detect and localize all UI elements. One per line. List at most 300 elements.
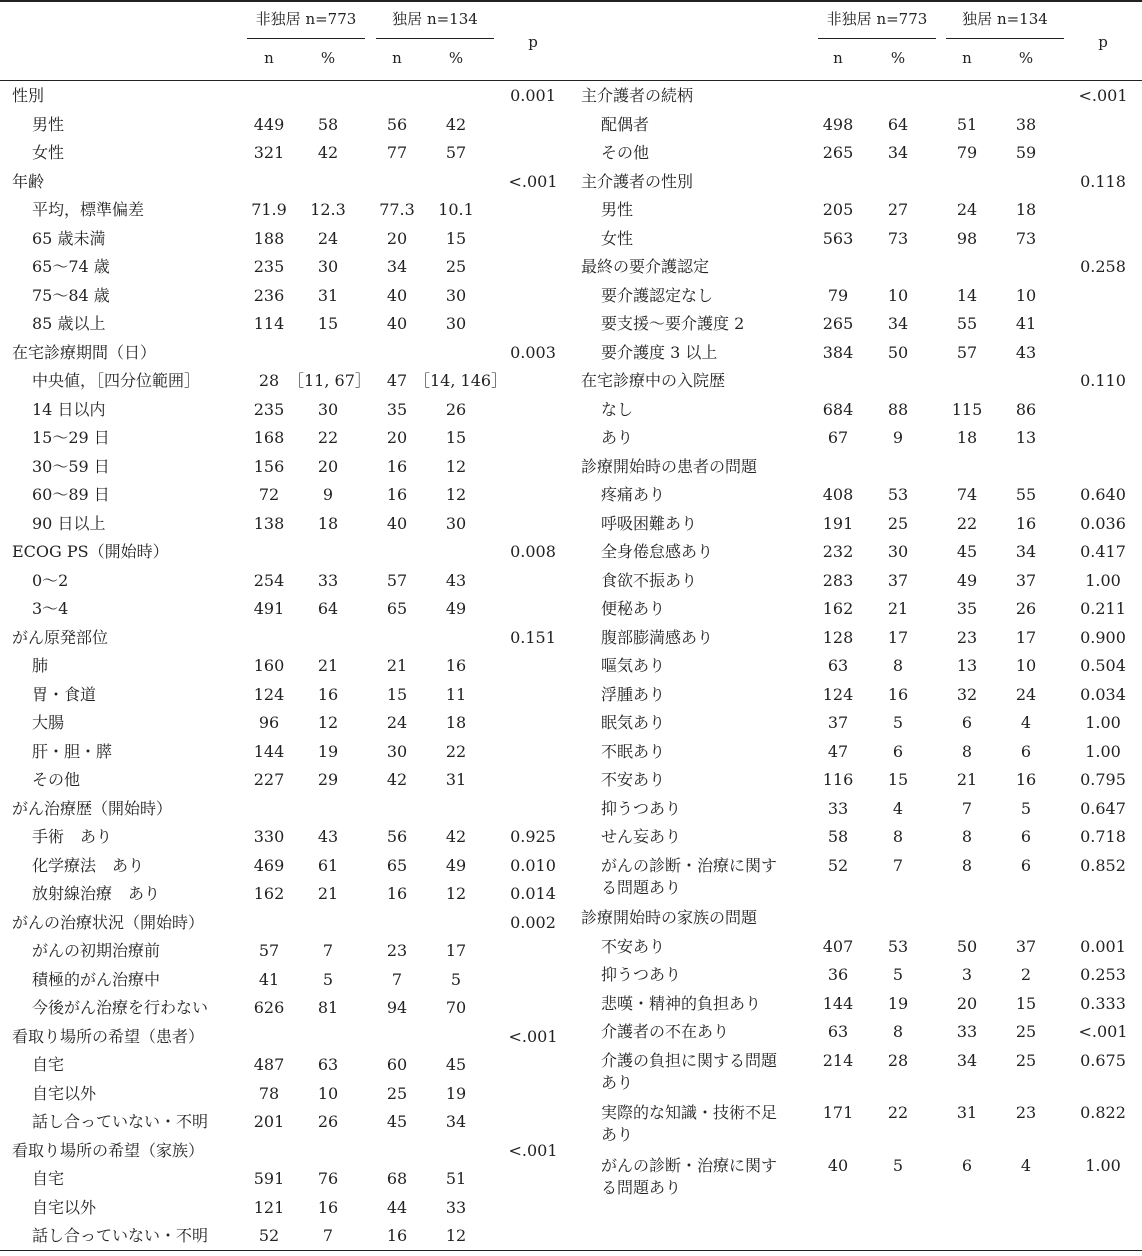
right-row-p-value: 0.647 — [1080, 798, 1126, 818]
left-row-n-nonsolo: 71.9 — [251, 200, 287, 219]
left-row-n-nonsolo: 124 — [253, 684, 285, 704]
left-row-n-nonsolo: 168 — [253, 428, 285, 447]
left-row-pct-nonsolo: 31 — [317, 285, 339, 305]
right-header-pct1: % — [890, 49, 906, 67]
right-row-n-nonsolo: 265 — [822, 314, 854, 333]
left-row-n-nonsolo: 144 — [253, 741, 285, 761]
left-row-pct-solo: 70 — [445, 998, 467, 1017]
left-row-pct-nonsolo: 20 — [317, 456, 339, 476]
left-row-pct-nonsolo: 24 — [317, 228, 339, 248]
left-row-label: 自宅 — [32, 1055, 65, 1074]
right-header-n1: n — [833, 49, 843, 67]
left-row-pct-solo: 49 — [445, 855, 467, 875]
left-row-label: その他 — [32, 770, 81, 789]
right-row-n-solo: 57 — [956, 342, 978, 362]
left-row-n-nonsolo: 449 — [253, 114, 285, 134]
right-row-n-nonsolo: 58 — [827, 827, 849, 846]
right-row-pct-nonsolo: 27 — [887, 200, 909, 219]
left-row-pct-nonsolo: 19 — [317, 741, 339, 761]
header-rule — [0, 80, 1142, 81]
left-header-solo: 独居 n=134 — [392, 10, 478, 28]
left-row-label: 90 日以上 — [32, 513, 106, 533]
right-row-n-nonsolo: 63 — [827, 656, 849, 675]
left-row-label: 話し合っていない・不明 — [32, 1226, 209, 1245]
left-row-n-solo: 35 — [386, 399, 408, 419]
right-row-pct-nonsolo: 10 — [887, 285, 909, 305]
right-header-solo: 独居 n=134 — [962, 10, 1048, 28]
right-row-pct-solo: 41 — [1015, 314, 1037, 333]
left-row-label: 15～29 日 — [32, 428, 110, 447]
right-row-label: 要支援～要介護度 2 — [601, 314, 745, 333]
left-row-n-solo: 60 — [386, 1055, 408, 1074]
left-row-label: 胃・食道 — [32, 684, 97, 704]
right-row-pct-solo: 17 — [1015, 627, 1037, 647]
right-row-n-nonsolo: 265 — [822, 143, 854, 162]
left-row-n-solo: 25 — [386, 1083, 408, 1103]
left-row-n-nonsolo: 72 — [258, 485, 280, 504]
left-row-p-value: 0.925 — [510, 827, 556, 846]
right-row-label: 要介護認定なし — [601, 285, 714, 305]
right-row-label: 不安あり — [601, 936, 666, 956]
left-row-pct-nonsolo: 58 — [317, 114, 339, 134]
right-row-n-nonsolo: 128 — [822, 627, 854, 647]
right-row-n-solo: 74 — [956, 485, 978, 504]
right-row-label: 最終の要介護認定 — [581, 257, 710, 276]
right-row-label: がんの診断・治療に関す — [601, 1156, 778, 1176]
left-row-n-nonsolo: 138 — [253, 513, 285, 533]
bottom-rule — [0, 1250, 1142, 1251]
left-row-pct-nonsolo: 76 — [317, 1169, 339, 1188]
right-row-n-solo: 45 — [956, 542, 978, 561]
left-row-n-nonsolo: 114 — [253, 314, 285, 333]
right-row-pct-solo: 26 — [1015, 599, 1037, 618]
left-row-n-solo: 65 — [386, 855, 408, 875]
left-row-pct-solo: 57 — [445, 143, 467, 162]
right-row-n-solo: 23 — [956, 627, 978, 647]
left-row-n-nonsolo: 591 — [253, 1169, 285, 1188]
right-row-n-nonsolo: 283 — [822, 570, 854, 590]
right-row-label: 浮腫あり — [601, 684, 666, 704]
left-row-label: 平均，標準偏差 — [32, 200, 145, 219]
right-row-n-solo: 8 — [961, 855, 973, 875]
left-row-n-solo: 56 — [386, 114, 408, 134]
right-row-label: がんの診断・治療に関す — [601, 855, 778, 875]
left-row-label: ECOG PS（開始時） — [12, 542, 169, 561]
right-row-n-nonsolo: 214 — [822, 1050, 854, 1070]
left-row-label: 中央値，［四分位範囲］ — [32, 371, 201, 390]
right-header-p: p — [1098, 33, 1108, 51]
right-row-pct-nonsolo: 53 — [887, 485, 909, 504]
right-row-pct-nonsolo: 5 — [892, 965, 904, 985]
right-row-n-nonsolo: 162 — [822, 599, 854, 618]
right-row-pct-nonsolo: 64 — [887, 114, 909, 134]
right-row-p-value: 0.253 — [1080, 965, 1126, 985]
left-row-p-value: 0.008 — [510, 542, 556, 561]
right-row-n-solo: 21 — [956, 770, 978, 789]
left-row-p-value: 0.010 — [510, 855, 556, 875]
right-row-n-nonsolo: 498 — [822, 114, 854, 134]
left-row-label: 30～59 日 — [32, 456, 110, 476]
right-row-n-nonsolo: 408 — [822, 485, 854, 504]
left-row-pct-solo: 30 — [445, 513, 467, 533]
right-row-p-value: 1.00 — [1085, 713, 1121, 732]
left-row-n-solo: 16 — [386, 485, 408, 504]
right-row-pct-solo: 37 — [1015, 570, 1037, 590]
left-header-n2: n — [392, 49, 402, 67]
right-row-label: 男性 — [601, 200, 634, 219]
right-row-pct-nonsolo: 8 — [892, 1022, 904, 1042]
left-row-n-nonsolo: 162 — [253, 884, 285, 903]
left-row-pct-solo: 33 — [445, 1197, 467, 1217]
left-row-n-nonsolo: 57 — [258, 941, 280, 960]
left-row-label: 年齢 — [12, 171, 45, 191]
right-row-label: 全身倦怠感あり — [601, 542, 714, 561]
left-row-n-nonsolo: 52 — [258, 1226, 280, 1245]
left-row-pct-solo: 42 — [445, 827, 467, 846]
left-row-n-solo: 7 — [391, 969, 403, 989]
right-row-n-solo: 33 — [956, 1022, 978, 1042]
left-row-label: 性別 — [12, 86, 45, 105]
right-row-pct-nonsolo: 88 — [887, 399, 909, 419]
right-row-pct-solo: 86 — [1015, 399, 1037, 419]
left-row-label: 積極的がん治療中 — [32, 969, 161, 989]
left-row-n-solo: 94 — [386, 998, 408, 1017]
left-row-pct-solo: 19 — [445, 1083, 467, 1103]
right-row-n-nonsolo: 33 — [827, 798, 849, 818]
right-row-label: 診療開始時の患者の問題 — [581, 456, 758, 476]
right-row-pct-nonsolo: 8 — [892, 827, 904, 846]
left-row-n-solo: 42 — [386, 770, 408, 789]
left-row-pct-nonsolo: 63 — [317, 1055, 339, 1074]
left-row-n-solo: 47 — [386, 371, 408, 390]
right-row-n-nonsolo: 144 — [822, 993, 854, 1013]
left-row-n-nonsolo: 227 — [253, 770, 285, 789]
left-header-pct2: % — [448, 49, 464, 67]
right-row-p-value: 0.640 — [1080, 485, 1126, 504]
right-row-label: 主介護者の性別 — [581, 171, 694, 191]
right-row-pct-nonsolo: 17 — [887, 627, 909, 647]
right-row-n-nonsolo: 79 — [827, 285, 849, 305]
left-row-n-nonsolo: 491 — [253, 599, 285, 618]
right-row-n-solo: 8 — [961, 741, 973, 761]
left-row-p-value: 0.002 — [510, 912, 556, 932]
right-row-label: 抑うつあり — [601, 798, 682, 818]
right-row-pct-solo: 73 — [1015, 228, 1037, 248]
right-row-pct-solo: 16 — [1015, 513, 1037, 533]
left-row-n-solo: 15 — [386, 684, 408, 704]
left-row-n-solo: 40 — [386, 285, 408, 305]
left-row-pct-nonsolo: 30 — [317, 399, 339, 419]
right-row-label: 疼痛あり — [601, 485, 666, 504]
left-row-label: 看取り場所の希望（患者） — [12, 1026, 205, 1046]
left-header-nonsolo: 非独居 n=773 — [255, 10, 357, 28]
left-row-pct-nonsolo: 81 — [317, 998, 339, 1017]
right-row-pct-nonsolo: 50 — [887, 342, 909, 362]
right-row-pct-solo: 4 — [1020, 713, 1032, 732]
right-row-pct-solo: 23 — [1015, 1103, 1037, 1123]
left-row-label: 話し合っていない・不明 — [32, 1112, 209, 1131]
right-row-pct-nonsolo: 34 — [887, 314, 909, 333]
right-row-pct-nonsolo: 25 — [887, 513, 909, 533]
left-row-pct-nonsolo: 5 — [322, 969, 334, 989]
left-row-label: 0～2 — [32, 570, 69, 590]
left-row-pct-solo: 25 — [445, 257, 467, 276]
left-row-pct-solo: 12 — [445, 884, 467, 903]
right-row-pct-nonsolo: 9 — [892, 428, 904, 447]
left-row-n-nonsolo: 626 — [253, 998, 285, 1017]
right-row-pct-solo: 25 — [1015, 1050, 1037, 1070]
right-row-p-value: 0.718 — [1080, 827, 1126, 846]
right-row-p-value: 0.110 — [1080, 371, 1126, 390]
right-row-label: 腹部膨満感あり — [601, 627, 714, 647]
left-row-label: 化学療法 あり — [32, 855, 145, 875]
left-row-pct-solo: 51 — [445, 1169, 467, 1188]
right-row-n-solo: 51 — [956, 114, 978, 134]
right-row-n-nonsolo: 37 — [827, 713, 849, 732]
left-row-n-nonsolo: 156 — [253, 456, 285, 476]
left-row-n-solo: 16 — [386, 456, 408, 476]
right-row-p-value: 0.822 — [1080, 1103, 1126, 1123]
left-row-n-nonsolo: 235 — [253, 257, 285, 276]
left-row-pct-nonsolo: 30 — [317, 257, 339, 276]
left-row-pct-solo: 42 — [445, 114, 467, 134]
right-row-pct-nonsolo: 73 — [887, 228, 909, 248]
right-row-label: 女性 — [601, 228, 634, 248]
right-row-n-nonsolo: 563 — [822, 228, 854, 248]
right-row-n-nonsolo: 384 — [822, 342, 854, 362]
right-row-p-value: 0.001 — [1080, 936, 1126, 956]
left-row-pct-solo: 11 — [445, 684, 467, 704]
left-row-pct-nonsolo: 16 — [317, 1197, 339, 1217]
right-row-pct-nonsolo: 30 — [887, 542, 909, 561]
right-row-pct-solo: 13 — [1015, 428, 1037, 447]
right-row-pct-nonsolo: 34 — [887, 143, 909, 162]
right-row-pct-solo: 34 — [1015, 542, 1037, 561]
right-row-label: 介護者の不在あり — [601, 1022, 730, 1042]
right-row-p-value: <.001 — [1078, 86, 1128, 105]
left-row-label: 75～84 歳 — [32, 285, 110, 305]
left-row-pct-solo: 17 — [445, 941, 467, 960]
left-row-pct-nonsolo: 15 — [317, 314, 339, 333]
right-row-n-solo: 7 — [961, 798, 973, 818]
right-row-pct-solo: 10 — [1015, 285, 1037, 305]
right-row-p-value: 0.258 — [1080, 257, 1126, 276]
right-row-pct-solo: 6 — [1020, 855, 1032, 875]
right-row-n-nonsolo: 407 — [822, 936, 854, 956]
left-header-p: p — [528, 33, 538, 51]
left-row-pct-solo: 15 — [445, 428, 467, 447]
right-row-n-solo: 31 — [956, 1103, 978, 1123]
left-row-pct-nonsolo: 21 — [317, 884, 339, 903]
right-row-n-solo: 79 — [956, 143, 978, 162]
right-row-n-nonsolo: 191 — [822, 513, 854, 533]
left-row-label: 今後がん治療を行わない — [32, 998, 209, 1017]
right-row-label-cont: あり — [601, 1125, 634, 1145]
right-row-p-value: 1.00 — [1085, 741, 1121, 761]
right-row-label: なし — [601, 399, 634, 419]
right-row-label: 眠気あり — [601, 713, 666, 732]
left-row-pct-nonsolo: 18 — [317, 513, 339, 533]
right-row-pct-nonsolo: 5 — [892, 1156, 904, 1176]
left-row-label: がんの初期治療前 — [32, 941, 161, 960]
left-row-pct-nonsolo: ［11, 67］ — [288, 371, 371, 390]
left-row-n-nonsolo: 235 — [253, 399, 285, 419]
right-row-label: 呼吸困難あり — [601, 513, 698, 533]
left-row-pct-solo: 30 — [445, 285, 467, 305]
right-row-n-solo: 32 — [956, 684, 978, 704]
left-row-pct-solo: 26 — [445, 399, 467, 419]
right-header-n2: n — [962, 49, 972, 67]
left-row-n-solo: 77.3 — [379, 200, 415, 219]
left-row-n-solo: 77 — [386, 143, 408, 162]
right-row-label-cont: る問題あり — [601, 877, 682, 897]
right-row-pct-nonsolo: 15 — [887, 770, 909, 789]
left-row-n-nonsolo: 321 — [253, 143, 285, 162]
right-row-n-solo: 35 — [956, 599, 978, 618]
left-row-label: がん原発部位 — [12, 627, 109, 647]
right-row-p-value: 0.900 — [1080, 627, 1126, 647]
right-row-pct-solo: 4 — [1020, 1156, 1032, 1176]
right-row-n-solo: 49 — [956, 570, 978, 590]
left-row-label: がんの治療状況（開始時） — [12, 912, 205, 932]
right-row-label: その他 — [601, 143, 650, 162]
right-row-label: 配偶者 — [601, 114, 650, 134]
left-row-n-solo: 57 — [386, 570, 408, 590]
left-row-p-value: 0.151 — [510, 627, 556, 647]
left-row-pct-solo: ［14, 146］ — [414, 371, 508, 390]
right-row-pct-nonsolo: 53 — [887, 936, 909, 956]
left-row-pct-solo: 12 — [445, 1226, 467, 1245]
left-row-pct-solo: 15 — [445, 228, 467, 248]
group-underline-left-nonsolo — [247, 38, 365, 39]
left-row-pct-nonsolo: 64 — [317, 599, 339, 618]
left-row-label: 65～74 歳 — [32, 257, 110, 276]
left-row-n-nonsolo: 201 — [253, 1112, 285, 1131]
left-row-n-solo: 20 — [386, 228, 408, 248]
right-row-p-value: 0.795 — [1080, 770, 1126, 789]
right-row-n-solo: 8 — [961, 827, 973, 846]
left-row-pct-solo: 10.1 — [438, 200, 474, 219]
left-row-pct-nonsolo: 12 — [317, 713, 339, 732]
left-row-label: 大腸 — [32, 713, 65, 732]
left-row-n-nonsolo: 469 — [253, 855, 285, 875]
left-row-p-value: <.001 — [508, 171, 558, 191]
left-row-n-nonsolo: 41 — [258, 969, 280, 989]
left-row-label: 肺 — [32, 656, 49, 675]
right-row-n-nonsolo: 40 — [827, 1156, 849, 1176]
left-row-label: 自宅以外 — [32, 1197, 97, 1217]
right-row-p-value: 0.675 — [1080, 1050, 1126, 1070]
right-row-p-value: 0.504 — [1080, 656, 1126, 675]
right-row-label: 介護の負担に関する問題 — [601, 1050, 778, 1070]
right-row-label: 診療開始時の家族の問題 — [581, 908, 758, 928]
left-row-label: 3～4 — [32, 599, 69, 618]
left-row-n-solo: 34 — [386, 257, 408, 276]
right-row-pct-solo: 6 — [1020, 741, 1032, 761]
right-row-label: 食欲不振あり — [601, 570, 698, 590]
left-row-n-solo: 44 — [386, 1197, 408, 1217]
right-row-p-value: 0.333 — [1080, 993, 1126, 1013]
left-header-n1: n — [264, 49, 274, 67]
left-row-pct-nonsolo: 7 — [322, 1226, 334, 1245]
left-row-pct-solo: 49 — [445, 599, 467, 618]
left-row-label: 65 歳未満 — [32, 228, 106, 248]
left-row-label: 在宅診療期間（日） — [12, 342, 157, 362]
right-row-n-nonsolo: 116 — [822, 770, 854, 789]
right-row-p-value: 0.417 — [1080, 542, 1126, 561]
right-row-pct-solo: 5 — [1020, 798, 1032, 818]
right-row-n-solo: 98 — [956, 228, 978, 248]
right-row-pct-nonsolo: 6 — [892, 741, 904, 761]
left-row-n-nonsolo: 28 — [258, 371, 280, 390]
left-row-pct-solo: 45 — [445, 1055, 467, 1074]
right-row-p-value: <.001 — [1078, 1022, 1128, 1042]
right-row-pct-solo: 16 — [1015, 770, 1037, 789]
left-row-n-solo: 21 — [386, 656, 408, 675]
left-row-n-solo: 65 — [386, 599, 408, 618]
right-row-pct-nonsolo: 19 — [887, 993, 909, 1013]
left-row-n-solo: 30 — [386, 741, 408, 761]
right-row-n-solo: 24 — [956, 200, 978, 219]
left-row-pct-nonsolo: 61 — [317, 855, 339, 875]
left-row-pct-nonsolo: 33 — [317, 570, 339, 590]
left-row-pct-solo: 12 — [445, 485, 467, 504]
right-row-pct-solo: 38 — [1015, 114, 1037, 134]
right-row-n-solo: 6 — [961, 1156, 973, 1176]
left-row-pct-nonsolo: 10 — [317, 1083, 339, 1103]
left-row-pct-nonsolo: 9 — [322, 485, 334, 504]
left-row-n-nonsolo: 487 — [253, 1055, 285, 1074]
right-row-n-solo: 22 — [956, 513, 978, 533]
left-row-pct-solo: 34 — [445, 1112, 467, 1131]
right-row-n-nonsolo: 52 — [827, 855, 849, 875]
right-row-label: 在宅診療中の入院歴 — [581, 371, 726, 390]
left-row-p-value: <.001 — [508, 1140, 558, 1160]
right-row-pct-nonsolo: 22 — [887, 1103, 909, 1123]
left-row-pct-solo: 16 — [445, 656, 467, 675]
left-row-n-solo: 20 — [386, 428, 408, 447]
right-row-n-nonsolo: 47 — [827, 741, 849, 761]
left-row-n-nonsolo: 160 — [253, 656, 285, 675]
left-row-label: 85 歳以上 — [32, 314, 106, 333]
left-row-n-nonsolo: 330 — [253, 827, 285, 846]
right-row-p-value: 0.118 — [1080, 171, 1126, 191]
left-row-p-value: 0.014 — [510, 884, 556, 903]
left-row-p-value: <.001 — [508, 1026, 558, 1046]
right-row-label-cont: あり — [601, 1072, 634, 1092]
left-row-p-value: 0.003 — [510, 342, 556, 362]
left-row-pct-nonsolo: 16 — [317, 684, 339, 704]
left-header-pct1: % — [320, 49, 336, 67]
left-row-n-solo: 45 — [386, 1112, 408, 1131]
left-row-n-solo: 56 — [386, 827, 408, 846]
left-row-n-solo: 40 — [386, 513, 408, 533]
right-row-n-solo: 115 — [951, 399, 983, 419]
right-row-pct-solo: 18 — [1015, 200, 1037, 219]
left-row-n-solo: 68 — [386, 1169, 408, 1188]
left-row-n-nonsolo: 254 — [253, 570, 285, 590]
left-row-label: 女性 — [32, 143, 65, 162]
right-row-pct-solo: 24 — [1015, 684, 1037, 704]
right-row-pct-nonsolo: 21 — [887, 599, 909, 618]
right-row-pct-nonsolo: 37 — [887, 570, 909, 590]
left-row-n-nonsolo: 236 — [253, 285, 285, 305]
group-underline-left-solo — [376, 38, 494, 39]
right-row-pct-nonsolo: 7 — [892, 855, 904, 875]
right-row-pct-solo: 2 — [1020, 965, 1032, 985]
left-row-pct-nonsolo: 26 — [317, 1112, 339, 1131]
right-row-n-nonsolo: 67 — [827, 428, 849, 447]
